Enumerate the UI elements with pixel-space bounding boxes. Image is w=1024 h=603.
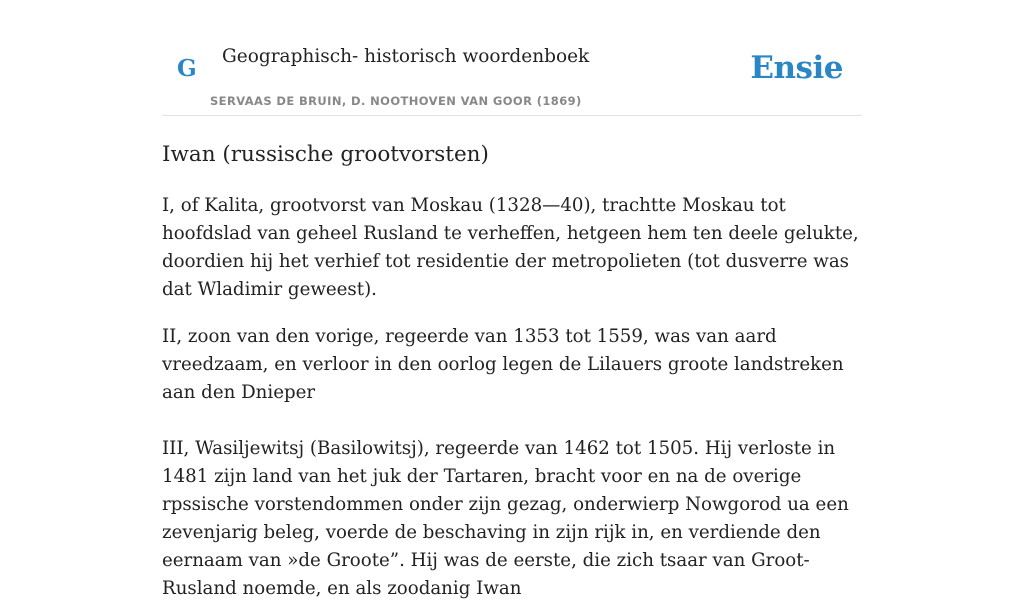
book-author: SERVAAS DE BRUIN, D. NOOTHOVEN VAN GOOR (1869) [210, 94, 582, 108]
ensie-logo-link[interactable]: Ensie [750, 50, 843, 86]
entry-paragraph-1: I, of Kalita, grootvorst van Moskau (1328—40), trachtte Moskau tot hoofdslad van geheel Rusland te verheffen, hetgeen hem ten deele gelukte, doordien hij het verhief tot residentie der metropolieten (tot dusverre was dat Wladimir geweest). [162, 195, 859, 300]
entry-title: Iwan (russische grootvorsten) [162, 142, 489, 167]
entry-paragraph-3: III, Wasiljewitsj (Basilowitsj), regeerde van 1462 tot 1505. Hij verloste in 1481 zijn land van het juk der Tartaren, bracht voor en na de overige rpssische vorstendommen onder zijn gezag, onderwierp Nowgorod ua een zevenjarig beleg, voerde de beschaving in zijn rijk in, en verdiende den eernaam van »de Groote”. Hij was de eerste, die zich tsaar van Groot-Rusland noemde, en als zoodanig Iwan [162, 438, 849, 599]
entry-article [162, 140, 862, 603]
book-title-link[interactable]: Geographisch- historisch woordenboek [222, 46, 590, 67]
book-header [162, 30, 862, 116]
book-logo-link[interactable]: G [177, 55, 197, 82]
entry-paragraph-2: II, zoon van den vorige, regeerde van 1353 tot 1559, was van aard vreedzaam, en verloor in den oorlog legen de Lilauers groote landstreken aan den Dnieper [162, 326, 844, 403]
